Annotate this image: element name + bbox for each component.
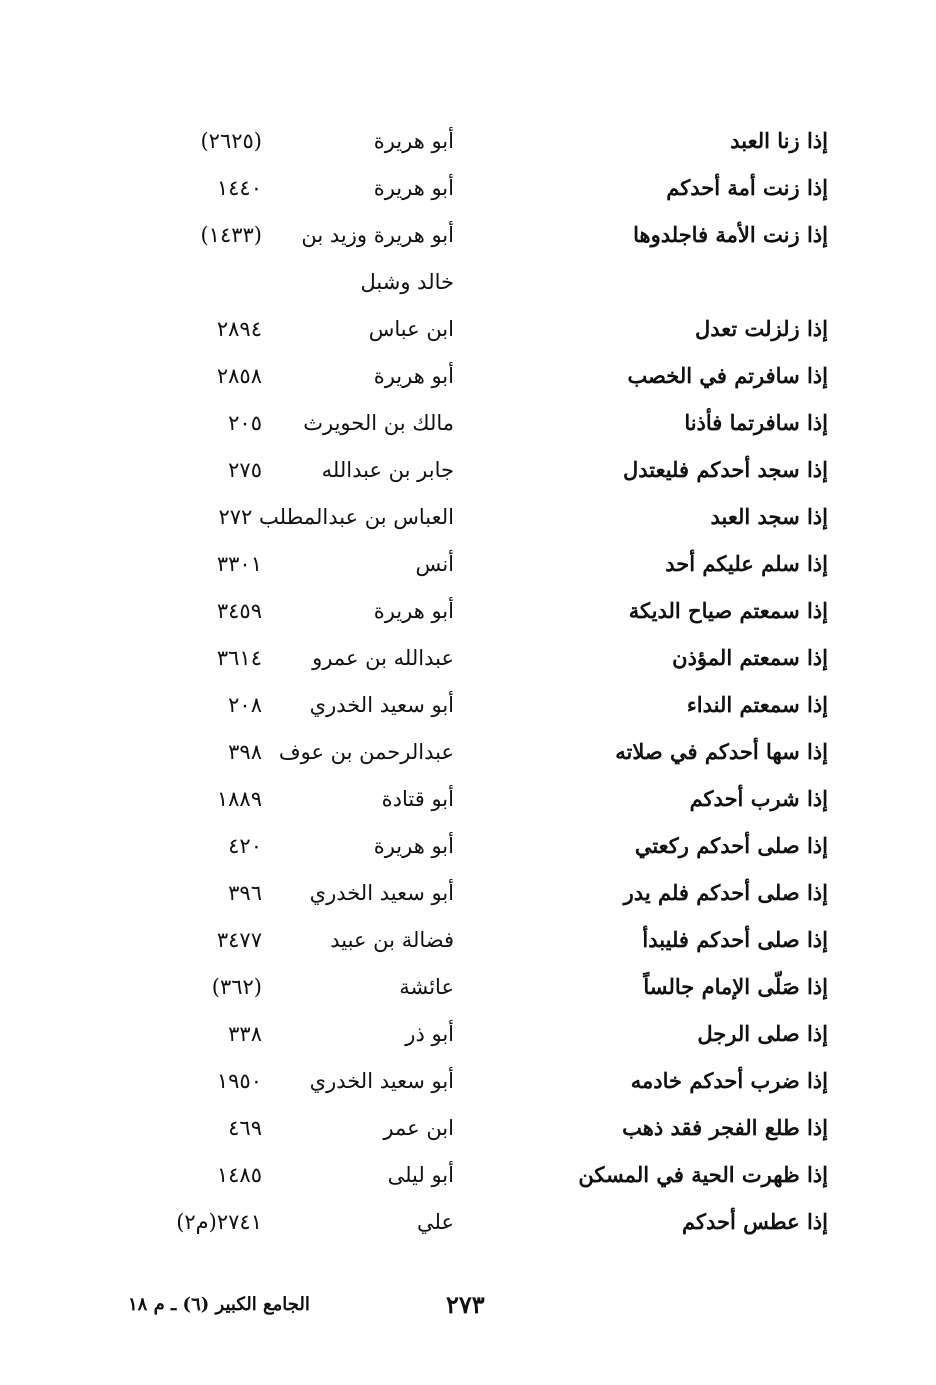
hadith-number: ٢٧٥ [228,458,262,482]
hadith-number: ٤٦٩ [228,1116,262,1140]
hadith-number: ٣٣٨ [228,1022,262,1046]
index-row [0,1199,936,1246]
narrator-name: أبو سعيد الخدري [309,1069,454,1093]
index-row [0,306,936,353]
hadith-phrase: إذا سجد العبد [710,504,828,529]
hadith-phrase: إذا زنا العبد [730,128,828,153]
narrator-name: أبو هريرة [373,834,454,858]
hadith-number: ٣٦١٤ [216,646,262,670]
hadith-phrase: إذا سمعتم صياح الديكة [628,598,828,623]
index-row [0,1058,936,1105]
hadith-number: ٢٨٩٤ [216,317,262,341]
index-row [0,917,936,964]
hadith-number: (٣٦٢) [211,975,262,999]
hadith-index-table [0,118,936,1246]
narrator-name: أبو هريرة [373,364,454,388]
hadith-number: ١٤٨٥ [216,1163,262,1187]
narrator-name: أبو هريرة [373,129,454,153]
hadith-phrase: إذا صَلّى الإمام جالساً [643,974,828,999]
hadith-number: ١٩٥٠ [216,1069,262,1093]
narrator-name: ابن عباس [368,317,454,341]
index-row [0,588,936,635]
hadith-number: ٣٩٦ [228,881,262,905]
book-reference: الجامع الكبير (٦) ـ م ١٨ [128,1294,310,1315]
hadith-number: ٣٣٠١ [216,552,262,576]
index-row [0,541,936,588]
index-row [0,729,936,776]
index-row [0,212,936,259]
index-row [0,682,936,729]
index-row [0,259,936,306]
narrator-name: أبو ذر [405,1022,454,1046]
hadith-number: ٢٨٥٨ [216,364,262,388]
narrator-name: أبو سعيد الخدري [309,881,454,905]
hadith-number: ٢٠٥ [228,411,262,435]
index-row [0,353,936,400]
hadith-number: (١٤٣٣) [200,223,262,247]
hadith-number: ٣٤٥٩ [216,599,262,623]
hadith-phrase: إذا صلى أحدكم فلم يدر [623,880,828,905]
hadith-phrase: إذا شرب أحدكم [689,786,828,811]
narrator-name: أنس [415,552,454,576]
hadith-phrase: إذا زلزلت تعدل [694,316,828,341]
hadith-phrase: إذا صلى أحدكم ركعتي [634,833,828,858]
hadith-phrase: إذا صلى الرجل [697,1021,828,1046]
narrator-name: علي [417,1210,454,1234]
index-row [0,964,936,1011]
hadith-phrase: إذا ظهرت الحية في المسكن [578,1162,828,1187]
index-row [0,1152,936,1199]
hadith-phrase: إذا زنت الأمة فاجلدوها [633,222,828,247]
page-number: ٢٧٣ [446,1290,485,1319]
hadith-phrase: إذا طلع الفجر فقد ذهب [622,1115,828,1140]
narrator-name: أبو سعيد الخدري [309,693,454,717]
hadith-number: ٤٢٠ [228,834,262,858]
index-row [0,870,936,917]
hadith-number: ٢٠٨ [228,693,262,717]
index-row [0,118,936,165]
hadith-phrase: إذا سلم عليكم أحد [665,551,828,576]
index-row [0,165,936,212]
hadith-number: ١٤٤٠ [216,176,262,200]
index-row [0,635,936,682]
hadith-phrase: إذا ضرب أحدكم خادمه [630,1068,828,1093]
narrator-name: عائشة [399,975,454,999]
narrator-name: جابر بن عبدالله [321,458,454,482]
index-row [0,494,936,541]
index-row [0,823,936,870]
hadith-phrase: إذا زنت أمة أحدكم [666,175,828,200]
narrator-name: خالد وشبل [360,270,454,294]
narrator-name: أبو ليلى [387,1163,454,1187]
narrator-name: ابن عمر [383,1116,454,1140]
narrator-name: عبدالله بن عمرو [312,646,454,670]
page-footer [0,1290,936,1330]
hadith-phrase: إذا صلى أحدكم فليبدأ [642,927,828,952]
index-row [0,1105,936,1152]
index-row [0,400,936,447]
narrator-name: العباس بن عبدالمطلب ٢٧٢ [218,505,454,529]
hadith-phrase: إذا سمعتم النداء [686,692,828,717]
hadith-phrase: إذا سها أحدكم في صلاته [615,739,828,764]
narrator-name: فضالة بن عبيد [330,928,454,952]
hadith-phrase: إذا سافرتم في الخصب [627,363,828,388]
hadith-number: (٢٦٢٥) [200,129,262,153]
hadith-phrase: إذا سمعتم المؤذن [672,645,828,670]
hadith-phrase: إذا عطس أحدكم [682,1209,828,1234]
hadith-number: ١٨٨٩ [216,787,262,811]
index-row [0,776,936,823]
narrator-name: أبو هريرة وزيد بن [301,223,454,247]
index-row [0,1011,936,1058]
hadith-phrase: إذا سافرتما فأذنا [684,410,828,435]
narrator-name: مالك بن الحويرث [303,411,454,435]
index-row [0,447,936,494]
hadith-number: ٣٩٨ [228,740,262,764]
hadith-phrase: إذا سجد أحدكم فليعتدل [622,457,828,482]
narrator-name: أبو قتادة [381,787,454,811]
narrator-name: أبو هريرة [373,599,454,623]
narrator-name: أبو هريرة [373,176,454,200]
hadith-number: ٢٧٤١(م٢) [176,1210,262,1234]
narrator-name: عبدالرحمن بن عوف [278,740,454,764]
hadith-number: ٣٤٧٧ [216,928,262,952]
